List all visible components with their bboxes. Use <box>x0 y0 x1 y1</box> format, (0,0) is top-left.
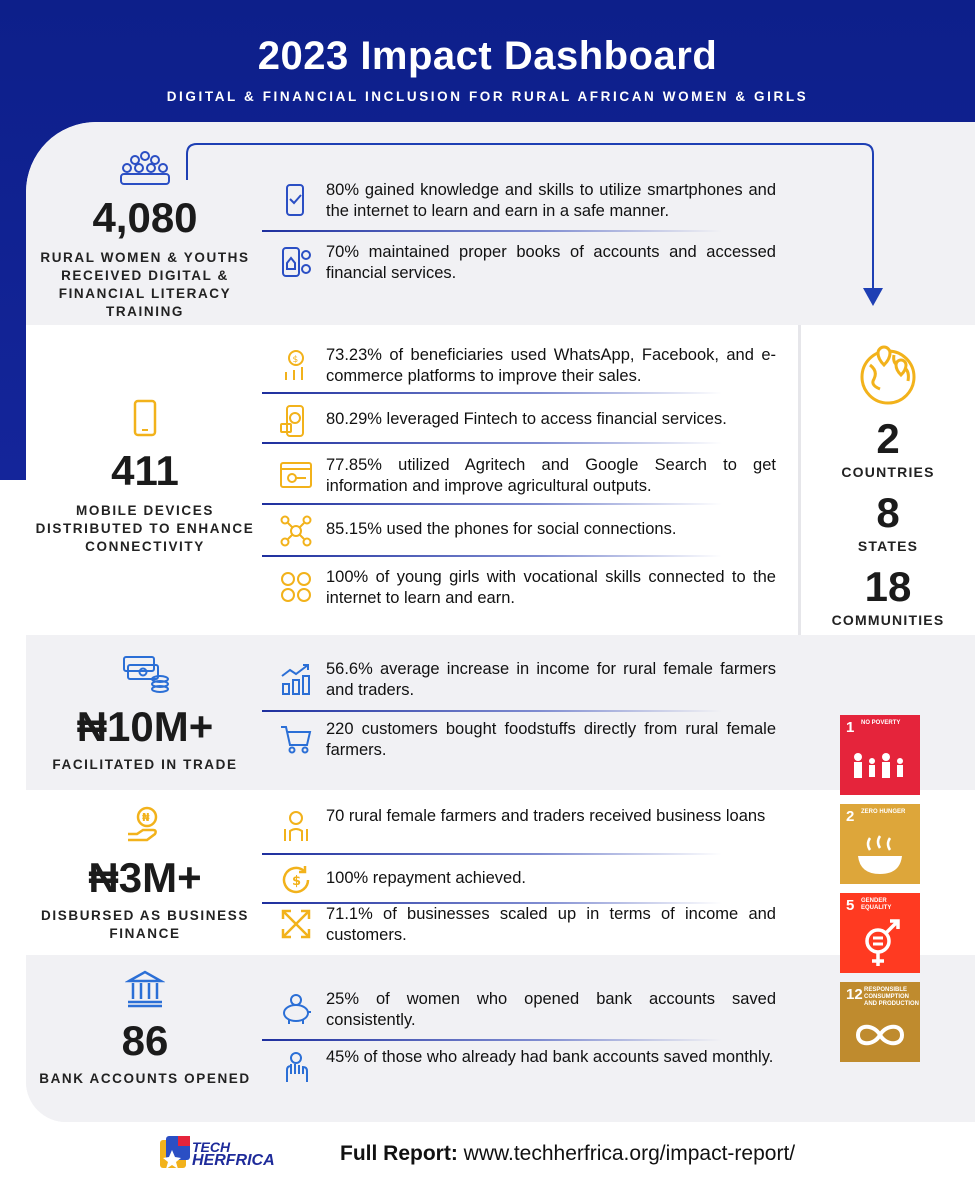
svg-text:$: $ <box>292 355 299 365</box>
scale-up-arrows-icon <box>276 904 316 944</box>
devices-item-3-text: 77.85% utilized Agritech and Google Search to get information and improve agricultural outputs. <box>326 456 776 495</box>
family-icon <box>850 751 910 787</box>
bank-item-2 <box>276 1047 776 1087</box>
finance-item-3 <box>276 904 776 946</box>
finance-caption: DISBURSED AS BUSINESS FINANCE <box>41 908 249 941</box>
mobile-phone-icon <box>132 399 158 437</box>
people-group-icon <box>119 150 171 186</box>
finance-item-2 <box>276 860 776 900</box>
states-label: STATES <box>857 538 919 554</box>
page-title: 2023 Impact Dashboard <box>257 34 718 78</box>
full-report <box>340 1142 795 1166</box>
hand-coin-icon <box>125 804 165 844</box>
training-item-1-text: 80% gained knowledge and skills to utilize smartphones and the internet to learn and earn in a safe manner. <box>326 181 776 220</box>
logo-wordmark <box>192 1140 275 1168</box>
divider <box>262 392 722 394</box>
bank-stat <box>30 969 260 1088</box>
bank-building-icon <box>125 969 165 1009</box>
finance-item-1-text: 70 rural female farmers and traders received business loans <box>326 807 766 825</box>
svg-text:$: $ <box>292 874 302 889</box>
gender-equality-icon <box>860 919 902 969</box>
devices-caption: MOBILE DEVICES DISTRIBUTED TO ENHANCE CONNECTIVITY <box>35 503 255 554</box>
sdg-number: 2 <box>846 808 855 825</box>
divider <box>262 555 722 557</box>
communities-label: COMMUNITIES <box>831 612 945 628</box>
savings-hand-icon <box>276 1047 316 1087</box>
sdg-label: ZERO HUNGER <box>861 809 906 815</box>
sdg-12-tile <box>840 982 920 1062</box>
training-number: 4,080 <box>92 194 198 241</box>
techherfrica-logo <box>158 1134 192 1172</box>
trade-item-1-text: 56.6% average increase in income for rural female farmers and traders. <box>326 660 776 699</box>
devices-item-1-text: 73.23% of beneficiaries used WhatsApp, Facebook, and e-commerce platforms to improve their sales. <box>326 346 776 385</box>
trade-item-2-text: 220 customers bought foodstuffs directly from rural female farmers. <box>326 720 776 759</box>
sdg-number: 5 <box>846 897 855 914</box>
divider <box>262 503 722 505</box>
infinity-loop-icon <box>854 1022 906 1048</box>
repayment-cycle-icon <box>276 860 316 900</box>
reach-panel <box>798 325 975 635</box>
devices-number: 411 <box>111 447 179 494</box>
vocational-skills-icon <box>276 567 316 607</box>
training-item-2-text: 70% maintained proper books of accounts and accessed financial services. <box>326 243 776 282</box>
divider <box>262 710 722 712</box>
sales-growth-icon <box>276 345 316 385</box>
social-network-icon <box>276 511 316 551</box>
divider <box>262 442 722 444</box>
finance-item-2-text: 100% repayment achieved. <box>326 869 526 887</box>
money-stack-icon <box>120 653 170 693</box>
sdg-1-tile <box>840 715 920 795</box>
shopping-cart-icon <box>276 719 316 759</box>
sdg-2-tile <box>840 804 920 884</box>
countries-label: COUNTRIES <box>841 464 935 480</box>
flow-arrow <box>181 142 891 312</box>
trade-item-1 <box>276 659 776 701</box>
sdg-number: 12 <box>846 986 863 1003</box>
food-bowl-icon <box>856 834 904 878</box>
bank-item-1 <box>276 989 776 1031</box>
bank-item-2-text: 45% of those who already had bank accounts saved monthly. <box>326 1048 774 1066</box>
finance-stat <box>30 804 260 943</box>
bank-item-1-text: 25% of women who opened bank accounts saved consistently. <box>326 990 776 1029</box>
devices-item-5 <box>276 567 776 609</box>
states-number: 8 <box>876 489 900 536</box>
devices-item-5-text: 100% of young girls with vocational skills connected to the internet to learn and earn. <box>326 568 776 607</box>
training-caption: RURAL WOMEN & YOUTHS RECEIVED DIGITAL & FINANCIAL LITERACY TRAINING <box>40 250 250 319</box>
bank-caption: BANK ACCOUNTS OPENED <box>39 1071 251 1086</box>
piggy-bank-icon <box>276 989 316 1029</box>
header <box>0 0 975 120</box>
trade-caption: FACILITATED IN TRADE <box>52 757 238 772</box>
communities-number: 18 <box>864 563 912 610</box>
devices-item-1 <box>276 345 776 387</box>
report-link[interactable]: www.techherfrica.org/impact-report/ <box>463 1142 796 1165</box>
business-loan-icon <box>276 806 316 846</box>
fintech-phone-icon <box>276 401 316 441</box>
countries-number: 2 <box>876 415 900 462</box>
sdg-number: 1 <box>846 719 855 736</box>
page-subtitle: DIGITAL & FINANCIAL INCLUSION FOR RURAL AFRICAN WOMEN & GIRLS <box>166 89 809 104</box>
trade-number: ₦10M+ <box>76 703 214 750</box>
income-growth-icon <box>276 659 316 699</box>
finance-number: ₦3M+ <box>88 854 202 901</box>
svg-text:₦: ₦ <box>142 811 150 824</box>
training-section <box>26 122 975 325</box>
sdg-label: NO POVERTY <box>861 720 901 726</box>
devices-item-4 <box>276 511 776 551</box>
devices-item-2 <box>276 401 776 441</box>
devices-item-2-text: 80.29% leveraged Fintech to access financial services. <box>326 410 727 428</box>
devices-item-3 <box>276 455 776 497</box>
bank-section <box>26 955 975 1122</box>
sdg-5-tile <box>840 893 920 973</box>
search-browser-icon <box>276 455 316 495</box>
trade-section <box>26 635 975 790</box>
globe-location-icon <box>856 343 920 407</box>
bank-number: 86 <box>121 1017 169 1064</box>
trade-item-2 <box>276 719 776 761</box>
logo-line-2: HERFRICA <box>192 1152 275 1169</box>
devices-item-4-text: 85.15% used the phones for social connections. <box>326 520 677 538</box>
trade-stat <box>30 653 260 774</box>
finance-item-3-text: 71.1% of businesses scaled up in terms of income and customers. <box>326 905 776 944</box>
sdg-label: GENDER EQUALITY <box>861 898 892 911</box>
finance-item-1 <box>276 806 776 846</box>
dashboard-card <box>26 122 975 1122</box>
sdg-label: RESPONSIBLE CONSUMPTION AND PRODUCTION <box>864 987 919 1007</box>
report-label: Full Report: <box>340 1142 458 1165</box>
logo-line-1: TECH <box>192 1139 231 1155</box>
divider <box>262 1039 722 1041</box>
finance-section <box>26 790 975 955</box>
divider <box>262 853 722 855</box>
devices-stat <box>30 399 260 556</box>
